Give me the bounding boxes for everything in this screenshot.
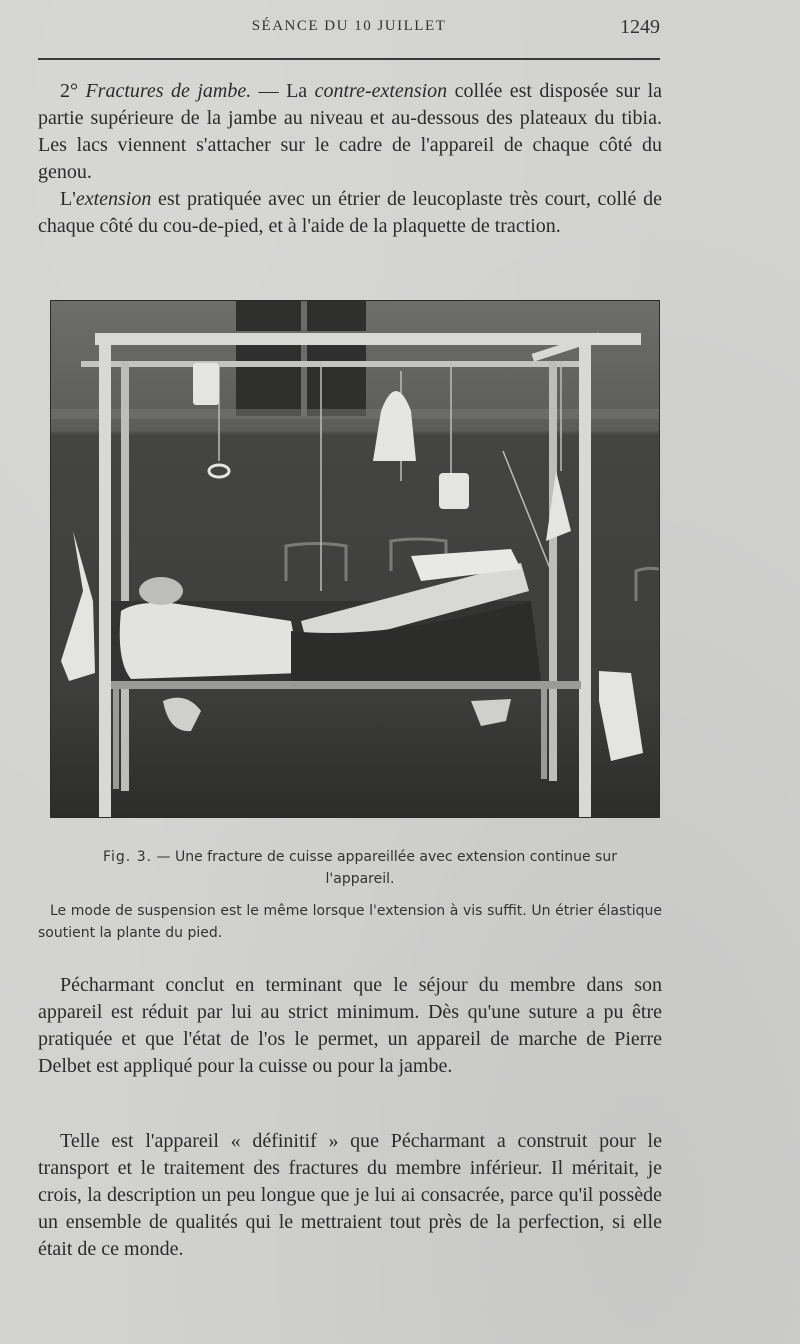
frame-post-right: [579, 341, 591, 817]
page-number: 1249: [620, 16, 660, 38]
section-number: 2°: [60, 80, 86, 102]
frame-post-left: [99, 341, 111, 817]
heading-dash: — La: [251, 80, 315, 102]
bed-leg: [541, 689, 547, 779]
term-extension: extension: [75, 188, 152, 210]
paragraph-leg-fractures: [38, 78, 662, 186]
paragraph-text: est pratiquée avec un étrier de leucoplaste très court, collé de chaque côté du cou-de-pied, et à l'aide de la plaquette de traction.: [38, 188, 662, 237]
bed-rail: [111, 681, 581, 689]
weight-bag: [193, 363, 219, 405]
term-counter-extension: contre-extension: [314, 80, 448, 102]
figure-label: Fig. 3.: [103, 849, 153, 865]
floor: [51, 701, 659, 817]
note-text: Le mode de suspension est le même lorsque l'extension à vis suffit. Un étrier élastique soutient la plante du pied.: [38, 903, 662, 941]
figure-photograph: [50, 300, 660, 818]
article: L': [60, 188, 76, 210]
paragraph-text: Telle est l'appareil « définitif » que Pécharmant a construit pour le transport et le traitement des fractures du membre inférieur. Il méritait, je crois, la description un peu longue que je lui ai consacrée, parce qu'il possède un ensemble de qualités qui le mettraient tout près de la perfection, si elle était de ce monde.: [38, 1130, 662, 1260]
page-header: [38, 16, 660, 46]
top-rail: [95, 333, 641, 345]
traction-bed-photo: [51, 301, 659, 817]
weight-bag: [439, 473, 469, 509]
bed-leg: [113, 689, 119, 789]
caption-text: — Une fracture de cuisse appareillée avec extension continue sur l'appareil.: [152, 849, 617, 887]
paragraph-conclusion: [38, 972, 662, 1080]
wall-band: [51, 409, 659, 419]
section-heading: Fractures de jambe.: [85, 80, 252, 102]
frame-post-left-back: [121, 361, 129, 791]
running-title: SÉANCE DU 10 JUILLET: [251, 18, 447, 34]
side-rail: [81, 361, 581, 367]
paragraph-final: [38, 1128, 662, 1263]
paragraph-extension: [38, 186, 662, 240]
figure-caption: [70, 846, 650, 890]
paragraph-text: Pécharmant conclut en terminant que le séjour du membre dans son appareil est réduit par lui au strict minimum. Dès qu'une suture a pu être pratiquée et que l'état de l'os le permet, un appareil de marche de Pierre Delbet est appliqué pour la cuisse ou pour la jambe.: [38, 974, 662, 1077]
patient-head: [139, 577, 183, 605]
figure-note: [38, 900, 662, 944]
window-mullion: [301, 301, 307, 416]
header-rule: [38, 58, 660, 60]
paragraph-text: collée est disposée sur la partie supérieure de la jambe au niveau et au-dessous des plateaux du tibia. Les lacs viennent s'attacher sur le cadre de l'appareil de chaque côté du genou.: [38, 80, 663, 183]
